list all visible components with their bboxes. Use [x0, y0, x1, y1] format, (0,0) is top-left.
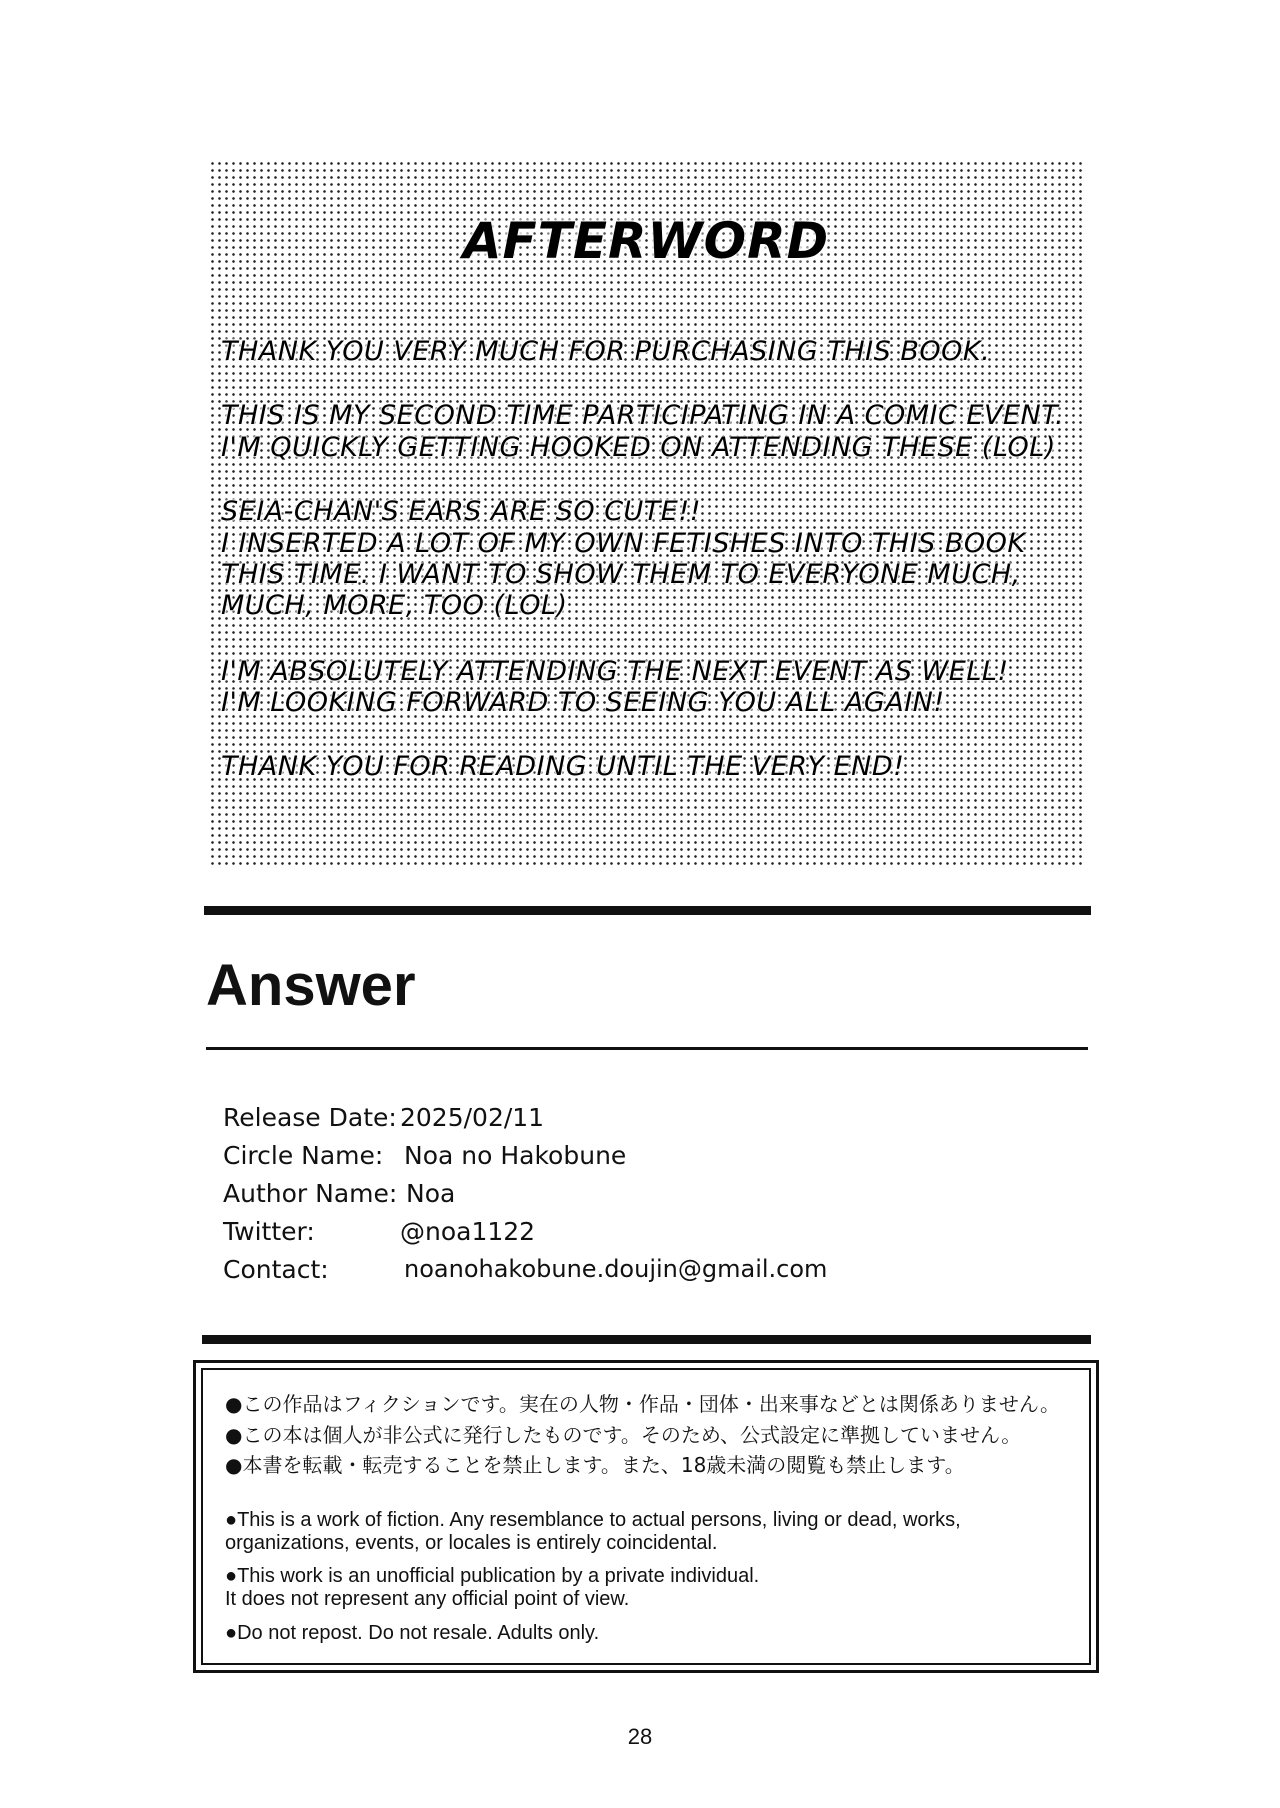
thick-divider [202, 1335, 1091, 1344]
notice-en-line: ●This work is an unofficial publication by a private individual. [225, 1565, 760, 1587]
afterword-line: I'M QUICKLY GETTING HOOKED ON ATTENDING THESE (LOL) [221, 432, 1056, 463]
circle-name-label: Circle Name: [223, 1141, 384, 1170]
afterword-line: THIS IS MY SECOND TIME PARTICIPATING IN A COMIC EVENT. [221, 400, 1065, 431]
contact-value: noanohakobune.doujin@gmail.com [404, 1255, 828, 1283]
twitter-label: Twitter: [223, 1217, 315, 1246]
contact-label: Contact: [223, 1255, 329, 1284]
afterword-title: AFTERWORD [462, 212, 830, 270]
notice-en-line: ●Do not repost. Do not resale. Adults only. [225, 1622, 600, 1644]
author-name-label: Author Name: [223, 1179, 398, 1208]
afterword-line: I INSERTED A LOT OF MY OWN FETISHES INTO THIS BOOK [221, 528, 1026, 559]
afterword-line: THIS TIME. I WANT TO SHOW THEM TO EVERYONE MUCH, [221, 559, 1021, 590]
notice-jp-line: ●この本は個人が非公式に発行したものです。そのため、公式設定に準拠していません。 [225, 1423, 1022, 1447]
afterword-line: MUCH, MORE, TOO (LOL) [221, 590, 568, 621]
release-date-label: Release Date: [223, 1103, 397, 1132]
afterword-line: I'M LOOKING FORWARD TO SEEING YOU ALL AGAIN! [221, 687, 945, 718]
legal-notice-box [193, 1360, 1099, 1673]
notice-jp-line: ●本書を転載・転売することを禁止します。また、18歳未満の閲覧も禁止します。 [225, 1453, 965, 1477]
page-number: 28 [627, 1724, 653, 1749]
afterword-line: THANK YOU FOR READING UNTIL THE VERY END! [221, 751, 905, 782]
notice-en-line: It does not represent any official point of view. [225, 1588, 630, 1610]
thin-divider [206, 1047, 1088, 1050]
release-date-value: 2025/02/11 [400, 1103, 545, 1132]
twitter-value: @noa1122 [400, 1217, 536, 1246]
book-title: Answer [206, 953, 416, 1018]
afterword-line: SEIA-CHAN'S EARS ARE SO CUTE!! [221, 496, 702, 527]
notice-en-line: ●This is a work of fiction. Any resemblance to actual persons, living or dead, works, [225, 1509, 961, 1531]
afterword-line: I'M ABSOLUTELY ATTENDING THE NEXT EVENT AS WELL! [221, 656, 1009, 687]
author-name-value: Noa [406, 1179, 456, 1208]
afterword-panel [209, 160, 1083, 867]
afterword-line: THANK YOU VERY MUCH FOR PURCHASING THIS BOOK. [221, 336, 991, 367]
thick-divider [204, 906, 1091, 915]
notice-jp-line: ●この作品はフィクションです。実在の人物・作品・団体・出来事などとは関係ありません。 [225, 1392, 1061, 1416]
notice-en-line: organizations, events, or locales is entirely coincidental. [225, 1532, 718, 1554]
circle-name-value: Noa no Hakobune [404, 1141, 627, 1170]
